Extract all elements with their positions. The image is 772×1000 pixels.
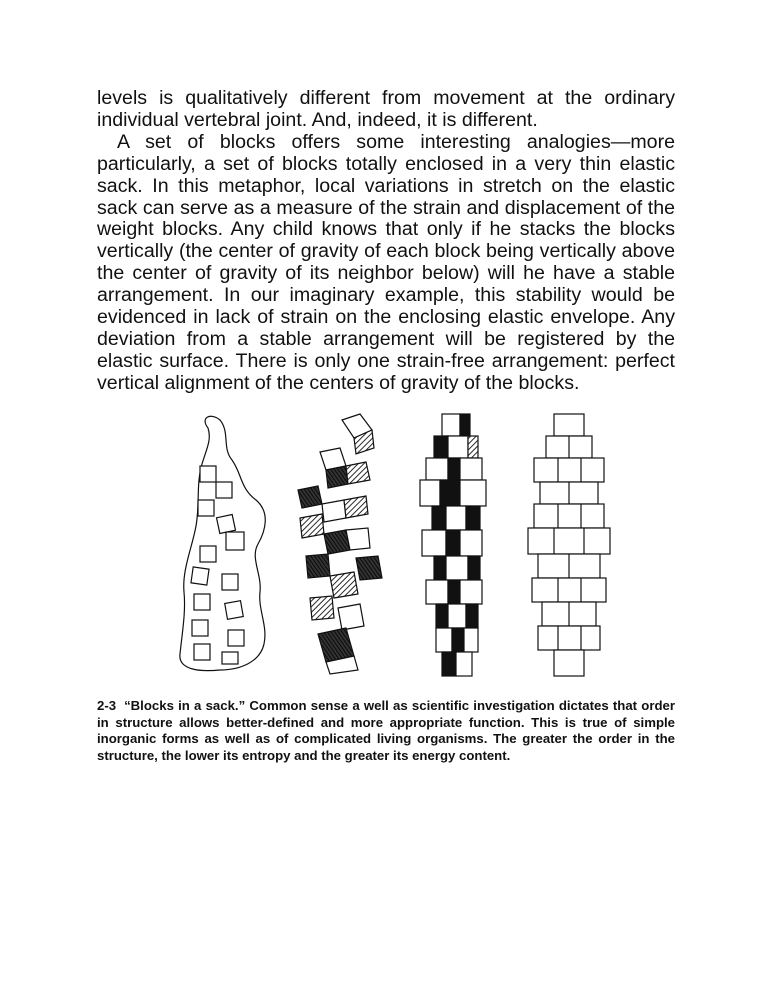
blocks-in-sack-illustration bbox=[170, 408, 630, 680]
sack-distorted-drawing bbox=[180, 416, 265, 670]
aligned-stack-drawing bbox=[528, 414, 610, 676]
checkered-stack-drawing bbox=[420, 414, 486, 676]
figure-caption bbox=[97, 698, 675, 764]
caption-text: “Blocks in a sack.” Common sense a well as scientific investigation dictates that order in structure allows better-defined and more appropriate function. This is true of simple inorganic forms as well as of complicated living organisms. The greater the order in the structure, the lower its entropy and the greater its energy content. bbox=[97, 698, 675, 763]
figure-number: 2-3 bbox=[97, 698, 117, 713]
paragraph-2: A set of blocks offers some interesting analogies—more particularly, a set of blocks totally enclosed in a very thin elastic sack. In this metaphor, local variations in stretch on the elastic sack can serve as a measure of the strain and displacement of the weight blocks. Any child knows that only if he stacks the blocks vertically (the center of gravity of each block being vertically above the center of gravity of its neighbor below) will he have a stable arrangement. In our imaginary example, this stability would be evidenced in lack of strain on the enclosing elastic envelope. Any deviation from a stable arrangement will be registered by the elastic surface. There is only one strain-free arrangement: perfect vertical alignment of the centers of gravity of the blocks. bbox=[97, 130, 675, 394]
body-text bbox=[97, 88, 675, 395]
paragraph-1: levels is qualitatively different from movement at the ordinary individual vertebral joint. And, indeed, it is different. bbox=[97, 87, 675, 131]
tumbling-blocks-drawing bbox=[298, 414, 382, 674]
